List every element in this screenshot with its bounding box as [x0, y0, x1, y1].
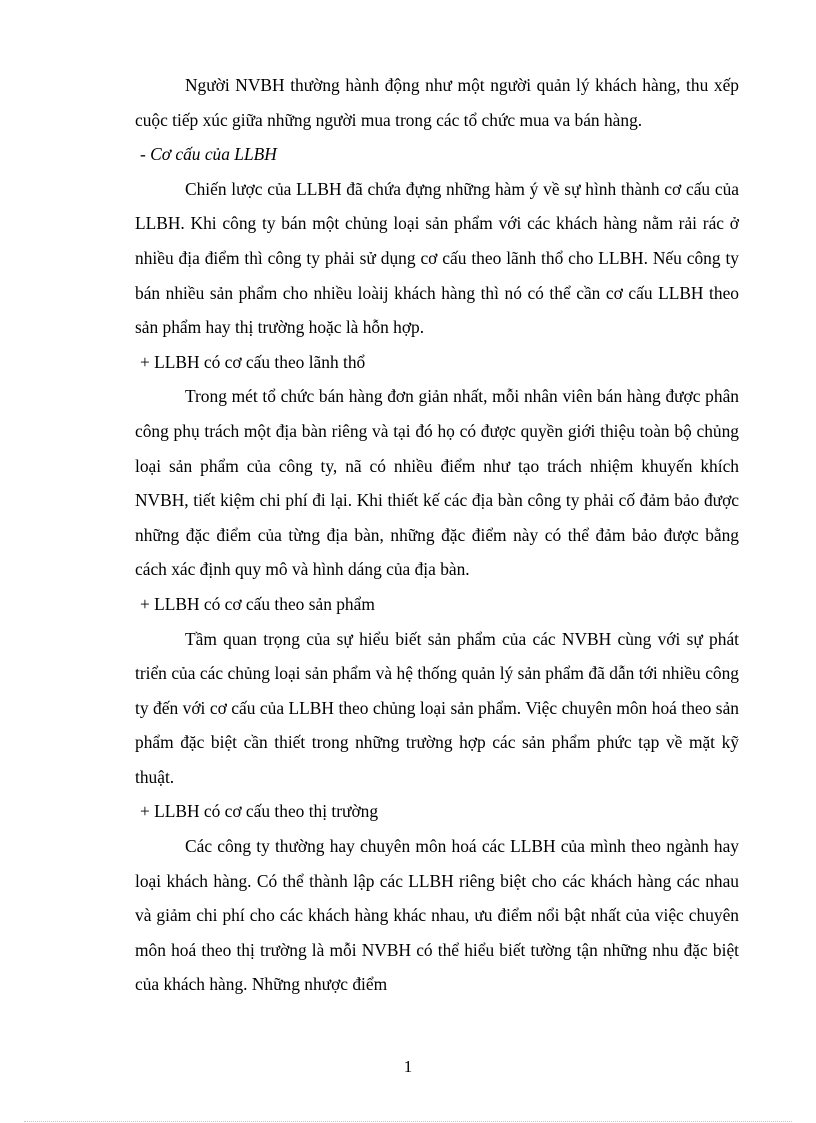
subheading-product: + LLBH có cơ cấu theo sản phẩm	[140, 593, 375, 614]
document-page	[135, 68, 739, 1002]
paragraph-territorial: Trong mét tổ chức bán hàng đơn giản nhất, mỗi nhân viên bán hàng được phân công phụ trách một địa bàn riêng và tại đó họ có được quyền giới thiệu toàn bộ chủng loại sản phẩm của công ty, nã có nhiều điểm như tạo trách nhiệm khuyến khích NVBH, tiết kiệm chi phí đi lại. Khi thiết kế các địa bàn công ty phải cố đảm bảo được những đặc điểm của từng địa bàn, những đặc điểm này có thể đảm bảo được bằng cách xác định quy mô và hình dáng của địa bàn.	[135, 386, 739, 580]
subheading-market: + LLBH có cơ cấu theo thị trường	[140, 801, 379, 822]
page-number: 1	[403, 1057, 413, 1076]
paragraph-salesperson-role: Người NVBH thường hành động như một người quản lý khách hàng, thu xếp cuộc tiếp xúc giữa những người mua trong các tổ chức mua va bán hàng.	[135, 75, 739, 130]
paragraph-product: Tầm quan trọng của sự hiểu biết sản phẩm của các NVBH cùng với sự phát triển của các chủng loại sản phẩm và hệ thống quản lý sản phẩm đã dẫn tới nhiều công ty đến với cơ cấu của LLBH theo chủng loại sản phẩm. Việc chuyên môn hoá theo sản phẩm đặc biệt cần thiết trong những trường hợp các sản phẩm phức tạp về mặt kỹ thuật.	[135, 628, 739, 787]
subheading-territorial: + LLBH có cơ cấu theo lãnh thổ	[140, 351, 366, 372]
section-heading-structure: - Cơ cấu của LLBH	[140, 144, 277, 165]
paragraph-market: Các công ty thường hay chuyên môn hoá các LLBH của mình theo ngành hay loại khách hàng. Có thể thành lập các LLBH riêng biệt cho các khách hàng các nhau và giảm chi phí cho các khách hàng khác nhau, ưu điểm nổi bật nhất của việc chuyên môn hoá theo thị trường là mỗi NVBH có thể hiểu biết tường tận những nhu đặc biệt của khách hàng. Những nhược điểm	[135, 836, 739, 995]
paragraph-structure-strategy: Chiến lược của LLBH đã chứa đựng những hàm ý về sự hình thành cơ cấu của LLBH. Khi công ty bán một chủng loại sản phẩm với các khách hàng nằm rải rác ở nhiều địa điểm thì công ty phải sử dụng cơ cấu theo lãnh thổ cho LLBH. Nếu công ty bán nhiều sản phẩm cho nhiều loàij khách hàng thì nó có thể cần cơ cấu LLBH theo sản phẩm hay thị trường hoặc là hỗn hợp.	[135, 178, 739, 338]
page-bottom-divider	[24, 1121, 792, 1122]
